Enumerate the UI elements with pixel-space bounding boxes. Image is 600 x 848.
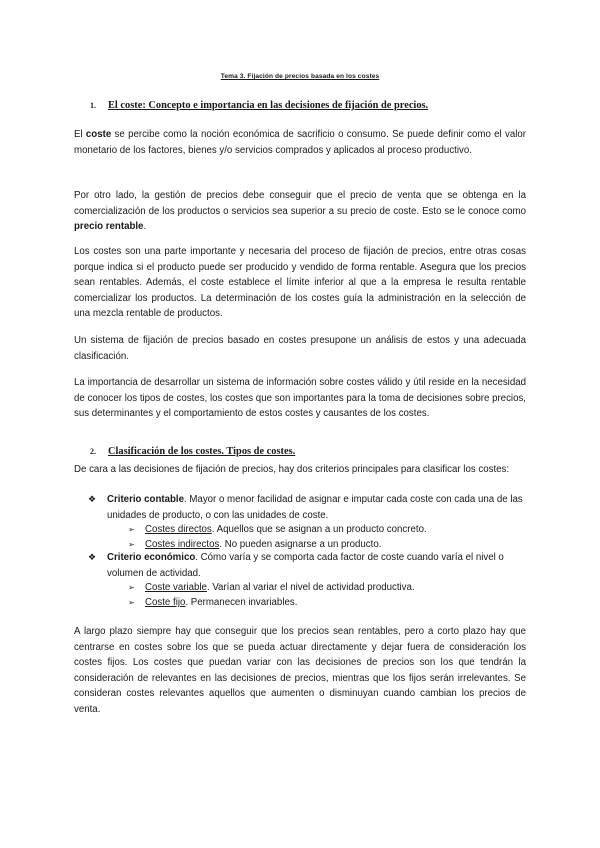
diamond-bullet-icon: ❖ [88,552,97,562]
arrow-bullet-icon: ➢ [128,540,135,549]
paragraph-sistema-informacion: La importancia de desarrollar un sistema de información sobre costes válido y útil reside en la necesidad de conocer los tipos de costes, los costes que son importantes para la toma de decisiones sobre precios, sus determinantes y el comportamiento de estos costes y causantes de los costes. [74,377,526,419]
p2-text-a: Por otro lado, la gestión de precios debe conseguir que el precio de venta que se obtenga en la comercialización de los productos o servicios sea superior a su precio de coste. Esto se le conoce como [74,190,526,217]
arrow-bullet-icon: ➢ [128,598,135,607]
arrow-bullet-icon: ➢ [128,525,135,534]
sub4-term: Coste fijo [145,597,186,608]
sub3-term: Coste variable [145,582,207,593]
paragraph-precio-rentable [74,188,526,235]
paragraph-sistema-fijacion: Un sistema de fijación de precios basado en costes presupone un análisis de estos y una adecuada clasificación. [74,335,526,362]
sub2-text: . No pueden asignarse a un producto. [219,539,382,550]
section-1-title: El coste: Concepto e importancia en las decisiones de fijación de precios. [108,100,429,111]
bullet2-text: . Cómo varía y se comporta cada factor de coste cuando varía el nivel o volumen de actividad. [107,552,504,579]
sub4-text: . Permanecen invariables. [185,597,298,608]
p1-text-c: se percibe como la noción económica de sacrificio o consumo. Se puede definir como el valor monetario de los factores, bienes y/o servicios comprados y aplicados al proceso productivo. [74,129,526,156]
bullet1-bold: Criterio contable [107,494,184,505]
section-2-number: 2. [90,447,96,456]
p2-bold-precio-rentable: precio rentable [74,221,144,232]
sub-item-coste-variable [128,580,415,596]
bullet-criterio-contable [90,492,526,523]
sub1-text: . Aquellos que se asignan a un producto concreto. [211,524,427,535]
bullet1-text: . Mayor o menor facilidad de asignar e imputar cada coste con cada una de las unidades de producto, o con las unidades de coste. [107,494,523,521]
section-2-heading [90,446,295,457]
p1-bold-coste: coste [85,129,112,140]
sub-item-coste-fijo [128,595,297,611]
diamond-bullet-icon: ❖ [88,494,97,504]
sub-item-costes-directos [128,522,427,538]
paragraph-costes-importancia: Los costes son una parte importante y necesaria del proceso de fijación de precios, entre otras cosas porque indica si el producto puede ser producido y vendido de forma rentable. Asegura que los precios sean rentables. Además, el coste establece el límite inferior al que a la empresa le resulta rentable comercializar los productos. La determinación de los costes guía la administración en la selección de una mezcla rentable de productos. [74,246,526,319]
document-title: Tema 3. Fijación de precios basada en los costes [220,73,380,80]
section-2-title: Clasificación de los costes. Tipos de costes. [108,446,296,457]
paragraph-criterios-intro: De cara a las decisiones de fijación de precios, hay dos criterios principales para clasificar los costes: [74,464,510,475]
section-1-number: 1. [90,101,96,110]
p1-text-a: El [74,129,86,140]
bullet-criterio-economico [90,550,526,581]
section-1-heading [90,100,428,111]
paragraph-coste-definition [74,127,526,158]
p2-text-c: . [143,221,147,232]
sub2-term: Costes indirectos [145,539,220,550]
sub3-text: . Varían al variar el nivel de actividad productiva. [206,582,415,593]
arrow-bullet-icon: ➢ [128,583,135,592]
paragraph-largo-plazo: A largo plazo siempre hay que conseguir que los precios sean rentables, pero a corto plazo hay que centrarse en costes sobre los que se pueda actuar directamente y dejar fuera de consideración los costes fijos. Los costes que puedan variar con las decisiones de precios son los que tendrán la consideración de relevantes en las decisiones de precios, mientras que los fijos serán irrelevantes. Se consideran costes relevantes aquellos que aumenten o disminuyan cuando cambian los precios de venta. [74,626,526,715]
bullet2-bold: Criterio económico [107,552,196,563]
sub1-term: Costes directos [145,524,212,535]
